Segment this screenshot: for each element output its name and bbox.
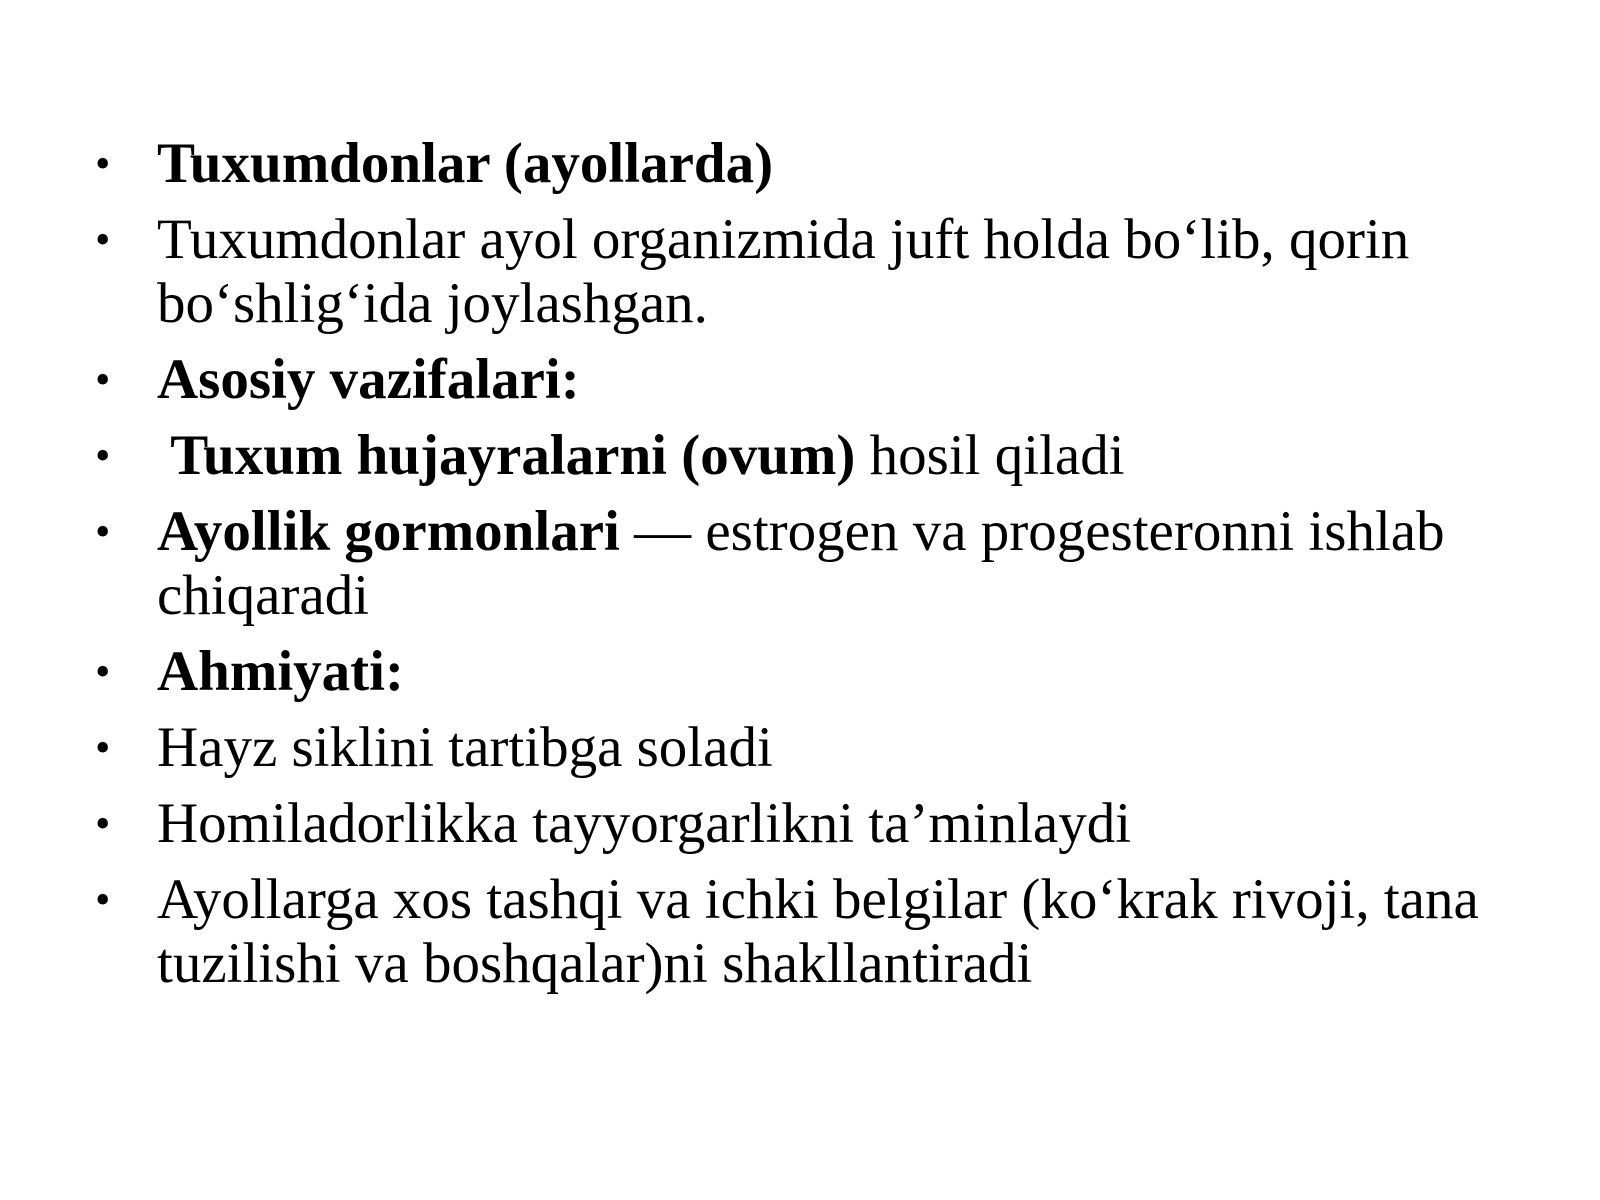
bullet-icon: • xyxy=(95,215,111,264)
list-item xyxy=(95,716,1535,780)
bullet-icon: • xyxy=(95,139,111,188)
bullet-icon: • xyxy=(95,875,111,924)
bullet-icon: • xyxy=(95,431,111,480)
list-item xyxy=(95,792,1535,856)
item-text: hosil qiladi xyxy=(855,424,1125,487)
list-item xyxy=(95,132,1535,196)
bullet-icon: • xyxy=(95,355,111,404)
item-bold-text: Tuxum hujayralarni (ovum) xyxy=(157,424,856,487)
bullet-list xyxy=(95,132,1535,1008)
bullet-icon: • xyxy=(95,723,111,772)
list-item xyxy=(95,208,1535,336)
list-item xyxy=(95,500,1535,628)
item-text: Hayz siklini tartibga soladi xyxy=(157,716,773,779)
item-text: — estrogen va progesteronni ishlab chiqaradi xyxy=(157,500,1445,627)
bullet-icon: • xyxy=(95,507,111,556)
item-bold-text: Asosiy vazifalari: xyxy=(157,348,580,411)
list-item xyxy=(95,640,1535,704)
bullet-icon: • xyxy=(95,799,111,848)
list-item xyxy=(95,424,1535,488)
item-bold-text: Ahmiyati: xyxy=(157,640,404,703)
bullet-icon: • xyxy=(95,647,111,696)
list-item xyxy=(95,868,1535,996)
item-text: Homiladorlikka tayyorgarlikni ta’minlaydi xyxy=(157,792,1132,855)
item-text: Tuxumdonlar ayol organizmida juft holda bo‘lib, qorin bo‘shlig‘ida joylashgan. xyxy=(157,208,1410,335)
item-text: Ayollarga xos tashqi va ichki belgilar (ko‘krak rivoji, tana tuzilishi va boshqalar)ni shakllantiradi xyxy=(157,868,1479,995)
list-item xyxy=(95,348,1535,412)
item-bold-text: Ayollik gormonlari xyxy=(157,500,620,563)
item-bold-text: Tuxumdonlar (ayollarda) xyxy=(157,132,774,195)
